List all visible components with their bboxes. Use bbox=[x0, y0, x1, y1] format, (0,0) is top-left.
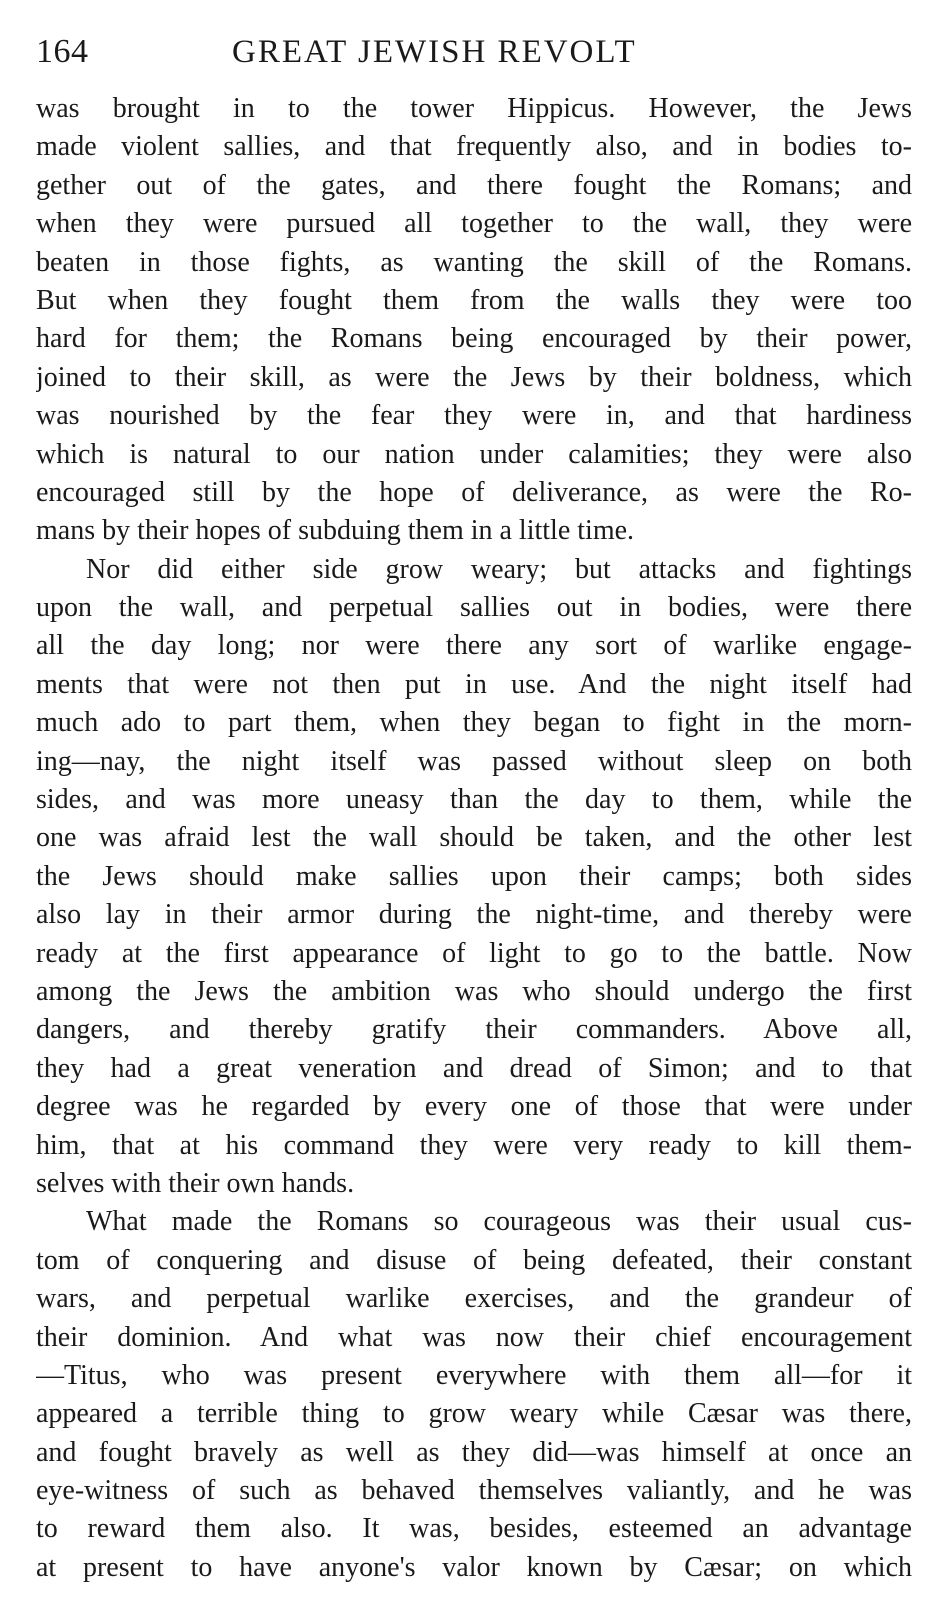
text-line: the Jews should make sallies upon their camps; both sides bbox=[36, 860, 912, 892]
text-line: hard for them; the Romans being encouraged by their power, bbox=[36, 323, 912, 355]
text-line: all the day long; nor were there any sort of warlike engage- bbox=[36, 630, 912, 662]
text-line: dangers, and thereby gratify their commanders. Above all, bbox=[36, 1014, 912, 1046]
text-line: made violent sallies, and that frequently also, and in bodies to- bbox=[36, 131, 912, 163]
text-line: selves with their own hands. bbox=[36, 1167, 355, 1199]
running-title: GREAT JEWISH REVOLT bbox=[232, 34, 637, 70]
text-line: upon the wall, and perpetual sallies out in bodies, were there bbox=[36, 592, 912, 624]
text-line: and fought bravely as well as they did—was himself at once an bbox=[36, 1436, 912, 1468]
text-line: appeared a terrible thing to grow weary while Cæsar was there, bbox=[36, 1398, 912, 1430]
text-line: gether out of the gates, and there fought the Romans; and bbox=[36, 169, 912, 201]
page-number: 164 bbox=[36, 33, 89, 70]
text-line: him, that at his command they were very ready to kill them- bbox=[36, 1129, 912, 1161]
text-line: one was afraid lest the wall should be taken, and the other lest bbox=[36, 822, 912, 854]
text-line: when they were pursued all together to the wall, they were bbox=[36, 208, 912, 240]
text-line: ready at the first appearance of light to go to the battle. Now bbox=[36, 937, 912, 969]
text-line: —Titus, who was present everywhere with them all—for it bbox=[36, 1359, 912, 1391]
paragraph-2 bbox=[36, 551, 912, 1204]
text-line: degree was he regarded by every one of those that were under bbox=[36, 1091, 912, 1123]
text-line: among the Jews the ambition was who should undergo the first bbox=[36, 975, 912, 1007]
text-line: wars, and perpetual warlike exercises, and the grandeur of bbox=[36, 1283, 912, 1315]
text-line: mans by their hopes of subduing them in a little time. bbox=[36, 515, 635, 547]
text-line: which is natural to our nation under calamities; they were also bbox=[36, 438, 912, 470]
text-line: Nor did either side grow weary; but attacks and fightings bbox=[86, 553, 912, 585]
text-line: encouraged still by the hope of deliverance, as were the Ro- bbox=[36, 476, 912, 508]
text-line: eye-witness of such as behaved themselves valiantly, and he was bbox=[36, 1475, 912, 1507]
text-line: their dominion. And what was now their chief encouragement bbox=[36, 1321, 912, 1353]
text-line: joined to their skill, as were the Jews by their boldness, which bbox=[36, 361, 912, 393]
text-line: also lay in their armor during the night-time, and thereby were bbox=[36, 899, 912, 931]
body-text bbox=[36, 90, 912, 1587]
text-line: What made the Romans so courageous was their usual cus- bbox=[86, 1206, 912, 1238]
text-line: ments that were not then put in use. And the night itself had bbox=[36, 668, 912, 700]
paragraph-1 bbox=[36, 90, 912, 551]
text-line: at present to have anyone's valor known by Cæsar; on which bbox=[36, 1551, 912, 1583]
paragraph-3 bbox=[36, 1203, 912, 1587]
text-line: much ado to part them, when they began to fight in the morn- bbox=[36, 707, 912, 739]
text-line: beaten in those fights, as wanting the skill of the Romans. bbox=[36, 246, 912, 278]
text-line: But when they fought them from the walls they were too bbox=[36, 284, 912, 316]
text-line: tom of conquering and disuse of being defeated, their constant bbox=[36, 1244, 912, 1276]
text-line: ing—nay, the night itself was passed without sleep on both bbox=[36, 745, 912, 777]
text-line: was brought in to the tower Hippicus. However, the Jews bbox=[36, 93, 912, 124]
page-header bbox=[36, 22, 916, 78]
text-line: was nourished by the fear they were in, and that hardiness bbox=[36, 400, 912, 432]
text-line: sides, and was more uneasy than the day to them, while the bbox=[36, 784, 912, 816]
text-line: to reward them also. It was, besides, esteemed an advantage bbox=[36, 1513, 912, 1545]
text-line: they had a great veneration and dread of Simon; and to that bbox=[36, 1052, 912, 1084]
